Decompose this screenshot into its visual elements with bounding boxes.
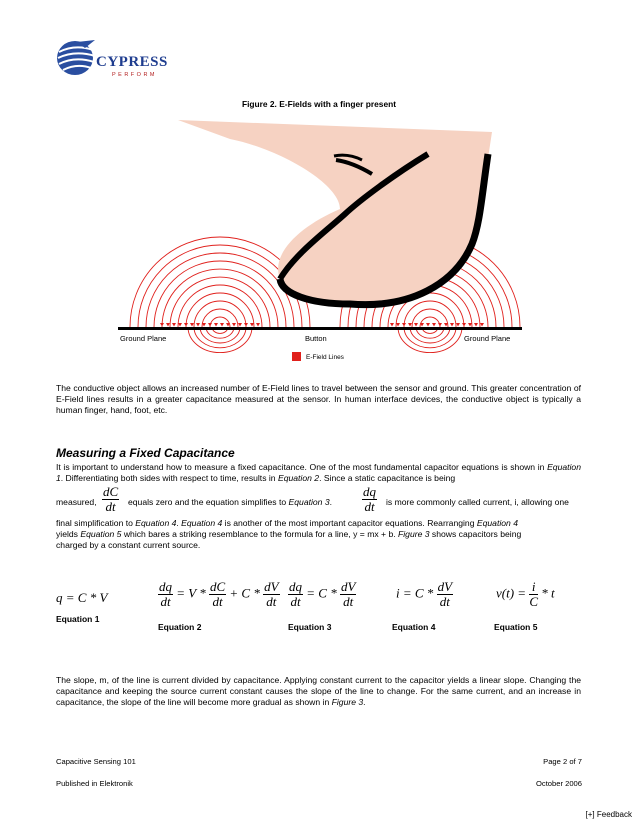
- footer-date: October 2006: [535, 779, 582, 788]
- cypress-globe-icon: [55, 38, 99, 78]
- charge-mark: [184, 323, 188, 327]
- fraction-dc-dt: $\frac{dC}{dt}$: [103, 484, 119, 514]
- charge-mark: [238, 323, 242, 327]
- charge-mark: [432, 323, 436, 327]
- efield-arc: [170, 277, 270, 327]
- section-paragraph-continued: final simplification to Equation 4. Equation 4 is another of the most important capacitor equations. Rearranging Equation 4 yields Equation 5 which bares a striking resemblance to the formula for a line, y = mx + b. Figure 3 shows capacitors being charged by a constant current source.: [56, 518, 522, 550]
- charge-mark: [390, 323, 394, 327]
- footer-title: Capacitive Sensing 101: [56, 757, 136, 766]
- efield-arc: [146, 253, 294, 327]
- button-label: Button: [305, 334, 327, 343]
- charge-marks: [160, 323, 484, 327]
- efield-arc: [202, 309, 238, 327]
- charge-mark: [408, 323, 412, 327]
- charge-mark: [474, 323, 478, 327]
- logo-tagline: PERFORM: [112, 72, 157, 78]
- charge-mark: [172, 323, 176, 327]
- charge-mark: [250, 323, 254, 327]
- section-paragraph-fractions: measured, $\frac{dC}{dt}$ equals zero and the equation simplifies to Equation 3. $\frac{dq}{dt}$ is more commonly called current, i, allowing one: [56, 484, 569, 514]
- equation-2: $\frac{dq}{dt}$ = V * $\frac{dC}{dt}$ + C * $\frac{dV}{dt}$: [159, 579, 279, 609]
- efield-arc: [210, 317, 230, 327]
- charge-mark: [160, 323, 164, 327]
- efield-arc-below: [188, 327, 252, 353]
- equation-3: $\frac{dq}{dt}$ = C * $\frac{dV}{dt}$: [289, 579, 356, 609]
- charge-mark: [396, 323, 400, 327]
- equation-5-label: Equation 5: [494, 622, 538, 632]
- paragraph-slope: The slope, m, of the line is current divided by capacitance. Applying constant current to the capacitor yields a linear slope. Changing the capacitance and keeping the source current constant causes the slope of the line to change. For the same current, and an increase in capacitance, the slope of the line will become more gradual as shown in Figure 3.: [56, 675, 581, 707]
- section-paragraph-intro: It is important to understand how to measure a fixed capacitance. One of the most fundamental capacitor equations is shown in Equation 1. Differentiating both sides with respect to time, results in Equation 2. Since a static capacitance is being: [56, 462, 581, 483]
- equation-5: v(t) = $\frac{i}{C}$ * t: [496, 579, 555, 609]
- efield-diagram: [110, 114, 530, 376]
- equation-1: q = C * V: [56, 590, 108, 605]
- charge-mark: [462, 323, 466, 327]
- charge-mark: [202, 323, 206, 327]
- figure-caption: Figure 2. E-Fields with a finger present: [241, 99, 397, 109]
- efield-arc-below: [404, 327, 456, 348]
- efield-arc-below: [194, 327, 246, 348]
- fraction-dq-dt: $\frac{dq}{dt}$: [363, 484, 376, 514]
- fraction-dc-explanation: equals zero and the equation simplifies to Equation 3.: [128, 497, 333, 507]
- charge-mark: [220, 323, 224, 327]
- logo-wordmark: CYPRESS: [96, 54, 168, 70]
- charge-mark: [468, 323, 472, 327]
- charge-mark: [244, 323, 248, 327]
- charge-mark: [402, 323, 406, 327]
- section-heading: Measuring a Fixed Capacitance: [56, 446, 235, 460]
- efield-arc: [178, 285, 262, 327]
- efield-figure: [110, 114, 530, 376]
- equation-4-label: Equation 4: [392, 622, 436, 632]
- efield-arc: [412, 309, 448, 327]
- equation-1-label: Equation 1: [56, 614, 100, 624]
- equation-4: i = C * $\frac{dV}{dt}$: [396, 579, 453, 609]
- charge-mark: [256, 323, 260, 327]
- equation-3-label: Equation 3: [288, 622, 332, 632]
- legend-swatch: [292, 352, 301, 361]
- feedback-link[interactable]: [+] Feedback: [585, 810, 632, 819]
- footer-publication: Published in Elektronik: [56, 779, 133, 788]
- charge-mark: [208, 323, 212, 327]
- charge-mark: [166, 323, 170, 327]
- charge-mark: [456, 323, 460, 327]
- charge-mark: [438, 323, 442, 327]
- charge-mark: [426, 323, 430, 327]
- efield-arc: [186, 293, 254, 327]
- charge-mark: [232, 323, 236, 327]
- charge-mark: [178, 323, 182, 327]
- paragraph-conductive-object: The conductive object allows an increased number of E-Field lines to travel between the sensor and ground. This greater concentration of E-Field lines results in a greater capacitance measured at the sensor. In human interface devices, the conductive object is typically a human finger, hand, foot, etc.: [56, 383, 581, 415]
- charge-mark: [444, 323, 448, 327]
- efield-arc: [420, 317, 440, 327]
- ground-plane-right-label: Ground Plane: [464, 334, 511, 343]
- charge-mark: [414, 323, 418, 327]
- equation-2-label: Equation 2: [158, 622, 202, 632]
- charge-mark: [450, 323, 454, 327]
- charge-mark: [214, 323, 218, 327]
- legend-label: E-Field Lines: [306, 354, 344, 361]
- ground-plane-left-label: Ground Plane: [120, 334, 167, 343]
- ground-plane-line: [118, 327, 522, 330]
- charge-mark: [196, 323, 200, 327]
- charge-mark: [190, 323, 194, 327]
- efield-arc-below: [398, 327, 462, 353]
- charge-mark: [480, 323, 484, 327]
- footer-page-number: Page 2 of 7: [543, 757, 582, 766]
